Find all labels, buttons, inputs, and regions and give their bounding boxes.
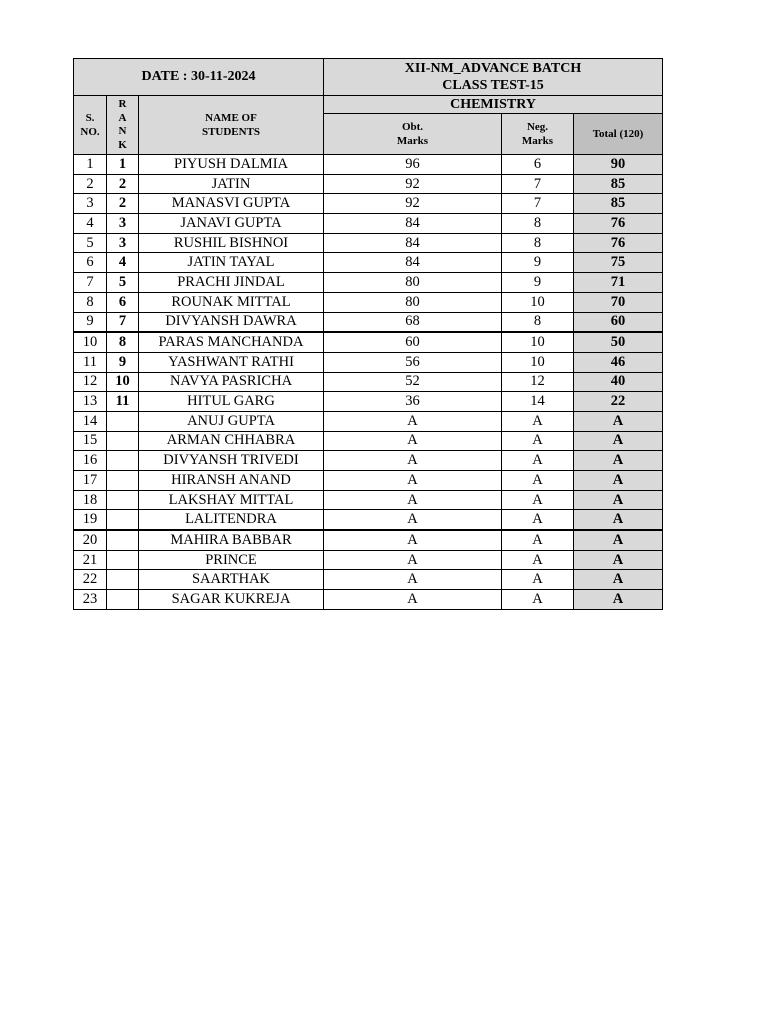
table-row — [74, 332, 663, 352]
student-name-cell: PIYUSH DALMIA — [139, 155, 324, 175]
obtained-marks-cell: A — [324, 490, 502, 510]
total-marks-cell: A — [574, 471, 663, 491]
student-name-cell: ROUNAK MITTAL — [139, 292, 324, 312]
serial-number-cell: 8 — [74, 292, 107, 312]
rank-cell — [107, 431, 139, 451]
table-row — [74, 273, 663, 293]
table-row — [74, 550, 663, 570]
total-marks-cell: A — [574, 550, 663, 570]
obtained-marks-cell: 92 — [324, 174, 502, 194]
name-header-line2: STUDENTS — [201, 126, 261, 138]
total-marks-cell: 85 — [574, 174, 663, 194]
negative-marks-cell: A — [502, 431, 574, 451]
rank-letter: R — [118, 98, 127, 110]
serial-number-cell: 7 — [74, 273, 107, 293]
name-header-line1: NAME OF — [205, 112, 257, 124]
table-row — [74, 471, 663, 491]
rank-cell: 3 — [107, 214, 139, 234]
serial-number-cell: 17 — [74, 471, 107, 491]
obtained-marks-cell: A — [324, 570, 502, 590]
total-marks-cell: 22 — [574, 392, 663, 412]
student-name-cell: PRACHI JINDAL — [139, 273, 324, 293]
serial-number-cell: 19 — [74, 510, 107, 530]
rank-cell — [107, 490, 139, 510]
student-name-cell: SAARTHAK — [139, 570, 324, 590]
student-name-cell: LAKSHAY MITTAL — [139, 490, 324, 510]
obtained-marks-cell: A — [324, 550, 502, 570]
negative-marks-cell: A — [502, 471, 574, 491]
sno-header-line2: NO. — [80, 126, 100, 138]
student-name-cell: MAHIRA BABBAR — [139, 530, 324, 550]
rank-cell: 10 — [107, 372, 139, 392]
rank-cell — [107, 570, 139, 590]
serial-number-cell: 6 — [74, 253, 107, 273]
rank-cell — [107, 471, 139, 491]
table-row — [74, 312, 663, 332]
obtained-marks-cell: 36 — [324, 392, 502, 412]
total-marks-cell: 70 — [574, 292, 663, 312]
total-marks-cell: 46 — [574, 352, 663, 372]
student-name-cell: YASHWANT RATHI — [139, 352, 324, 372]
serial-number-cell: 3 — [74, 194, 107, 214]
total-marks-cell: A — [574, 590, 663, 610]
rank-cell — [107, 590, 139, 610]
date-heading: DATE : 30-11-2024 — [74, 59, 324, 96]
obtained-marks-cell: 80 — [324, 273, 502, 293]
subject-heading: CHEMISTRY — [324, 96, 663, 114]
negative-marks-cell: 10 — [502, 292, 574, 312]
table-row — [74, 194, 663, 214]
obtained-marks-cell: A — [324, 590, 502, 610]
student-name-cell: JANAVI GUPTA — [139, 214, 324, 234]
table-row — [74, 451, 663, 471]
obtained-marks-cell: 68 — [324, 312, 502, 332]
table-row — [74, 352, 663, 372]
rank-letter: N — [118, 125, 127, 137]
total-marks-cell: 50 — [574, 332, 663, 352]
serial-number-cell: 14 — [74, 411, 107, 431]
neg-header-line1: Neg. — [526, 121, 549, 133]
obtained-marks-cell: 80 — [324, 292, 502, 312]
negative-marks-cell: A — [502, 411, 574, 431]
obtained-marks-cell: A — [324, 471, 502, 491]
student-name-cell: NAVYA PASRICHA — [139, 372, 324, 392]
serial-number-cell: 9 — [74, 312, 107, 332]
obtained-marks-cell: A — [324, 451, 502, 471]
sno-header-line1: S. — [85, 112, 95, 124]
obtained-marks-cell: 60 — [324, 332, 502, 352]
serial-number-cell: 13 — [74, 392, 107, 412]
table-row — [74, 490, 663, 510]
obtained-marks-cell: A — [324, 411, 502, 431]
total-marks-cell: A — [574, 490, 663, 510]
total-marks-cell: A — [574, 570, 663, 590]
table-row — [74, 174, 663, 194]
rank-cell: 4 — [107, 253, 139, 273]
total-marks-cell: A — [574, 530, 663, 550]
obt-header-line2: Marks — [396, 135, 429, 147]
obtained-marks-cell: 84 — [324, 214, 502, 234]
negative-marks-cell: A — [502, 570, 574, 590]
student-name-cell: MANASVI GUPTA — [139, 194, 324, 214]
table-row — [74, 155, 663, 175]
total-marks-cell: 71 — [574, 273, 663, 293]
negative-marks-cell: A — [502, 530, 574, 550]
rank-cell: 2 — [107, 174, 139, 194]
obtained-marks-cell: 96 — [324, 155, 502, 175]
negative-marks-cell: 10 — [502, 332, 574, 352]
total-marks-cell: A — [574, 411, 663, 431]
rank-letter: K — [118, 138, 127, 151]
student-name-cell: ANUJ GUPTA — [139, 411, 324, 431]
obt-marks-header — [324, 114, 502, 155]
obtained-marks-cell: 56 — [324, 352, 502, 372]
table-row — [74, 292, 663, 312]
table-row — [74, 392, 663, 412]
serial-number-cell: 12 — [74, 372, 107, 392]
table-row — [74, 233, 663, 253]
rank-header — [107, 96, 139, 155]
total-marks-cell: 90 — [574, 155, 663, 175]
obtained-marks-cell: A — [324, 530, 502, 550]
negative-marks-cell: 9 — [502, 253, 574, 273]
test-title: CLASS TEST-15 — [442, 78, 544, 93]
serial-number-cell: 11 — [74, 352, 107, 372]
serial-number-cell: 16 — [74, 451, 107, 471]
obtained-marks-cell: 84 — [324, 253, 502, 273]
total-marks-cell: 75 — [574, 253, 663, 273]
sno-header — [74, 96, 107, 155]
negative-marks-cell: 7 — [502, 174, 574, 194]
student-name-cell: DIVYANSH TRIVEDI — [139, 451, 324, 471]
negative-marks-cell: 8 — [502, 214, 574, 234]
obt-header-line1: Obt. — [401, 121, 424, 133]
serial-number-cell: 4 — [74, 214, 107, 234]
obtained-marks-cell: 92 — [324, 194, 502, 214]
rank-cell: 3 — [107, 233, 139, 253]
student-name-cell: RUSHIL BISHNOI — [139, 233, 324, 253]
rank-cell — [107, 411, 139, 431]
serial-number-cell: 22 — [74, 570, 107, 590]
obtained-marks-cell: A — [324, 510, 502, 530]
rank-cell: 2 — [107, 194, 139, 214]
serial-number-cell: 5 — [74, 233, 107, 253]
negative-marks-cell: 8 — [502, 312, 574, 332]
table-row — [74, 214, 663, 234]
rank-cell — [107, 550, 139, 570]
name-header — [139, 96, 324, 155]
obtained-marks-cell: A — [324, 431, 502, 451]
table-row — [74, 530, 663, 550]
student-name-cell: ARMAN CHHABRA — [139, 431, 324, 451]
result-table — [73, 58, 663, 610]
rank-cell: 7 — [107, 312, 139, 332]
student-name-cell: PRINCE — [139, 550, 324, 570]
total-marks-cell: A — [574, 510, 663, 530]
student-name-cell: PARAS MANCHANDA — [139, 332, 324, 352]
total-marks-cell: 85 — [574, 194, 663, 214]
total-header: Total (120) — [574, 114, 663, 155]
total-marks-cell: 40 — [574, 372, 663, 392]
negative-marks-cell: 12 — [502, 372, 574, 392]
total-marks-cell: 60 — [574, 312, 663, 332]
serial-number-cell: 2 — [74, 174, 107, 194]
student-name-cell: JATIN TAYAL — [139, 253, 324, 273]
rank-letter: A — [118, 111, 127, 124]
rank-cell: 1 — [107, 155, 139, 175]
student-name-cell: DIVYANSH DAWRA — [139, 312, 324, 332]
rank-cell: 5 — [107, 273, 139, 293]
negative-marks-cell: 8 — [502, 233, 574, 253]
negative-marks-cell: 14 — [502, 392, 574, 412]
serial-number-cell: 18 — [74, 490, 107, 510]
negative-marks-cell: A — [502, 550, 574, 570]
student-name-cell: HITUL GARG — [139, 392, 324, 412]
table-row — [74, 411, 663, 431]
rank-cell: 11 — [107, 392, 139, 412]
negative-marks-cell: A — [502, 510, 574, 530]
serial-number-cell: 10 — [74, 332, 107, 352]
student-name-cell: SAGAR KUKREJA — [139, 590, 324, 610]
rank-cell: 6 — [107, 292, 139, 312]
rank-cell — [107, 510, 139, 530]
student-name-cell: LALITENDRA — [139, 510, 324, 530]
table-row — [74, 372, 663, 392]
table-row — [74, 510, 663, 530]
serial-number-cell: 1 — [74, 155, 107, 175]
total-marks-cell: 76 — [574, 233, 663, 253]
table-row — [74, 590, 663, 610]
rank-cell — [107, 451, 139, 471]
total-marks-cell: A — [574, 451, 663, 471]
neg-marks-header — [502, 114, 574, 155]
serial-number-cell: 21 — [74, 550, 107, 570]
student-name-cell: JATIN — [139, 174, 324, 194]
batch-title: XII-NM_ADVANCE BATCH — [404, 61, 582, 76]
obtained-marks-cell: 84 — [324, 233, 502, 253]
negative-marks-cell: 10 — [502, 352, 574, 372]
negative-marks-cell: A — [502, 451, 574, 471]
serial-number-cell: 23 — [74, 590, 107, 610]
negative-marks-cell: A — [502, 490, 574, 510]
table-row — [74, 431, 663, 451]
batch-heading — [324, 59, 663, 96]
total-marks-cell: 76 — [574, 214, 663, 234]
negative-marks-cell: 7 — [502, 194, 574, 214]
rank-cell — [107, 530, 139, 550]
obtained-marks-cell: 52 — [324, 372, 502, 392]
neg-header-line2: Marks — [521, 135, 554, 147]
rank-cell: 8 — [107, 332, 139, 352]
total-marks-cell: A — [574, 431, 663, 451]
student-name-cell: HIRANSH ANAND — [139, 471, 324, 491]
rank-cell: 9 — [107, 352, 139, 372]
serial-number-cell: 15 — [74, 431, 107, 451]
negative-marks-cell: 9 — [502, 273, 574, 293]
table-row — [74, 570, 663, 590]
negative-marks-cell: 6 — [502, 155, 574, 175]
negative-marks-cell: A — [502, 590, 574, 610]
table-row — [74, 253, 663, 273]
serial-number-cell: 20 — [74, 530, 107, 550]
